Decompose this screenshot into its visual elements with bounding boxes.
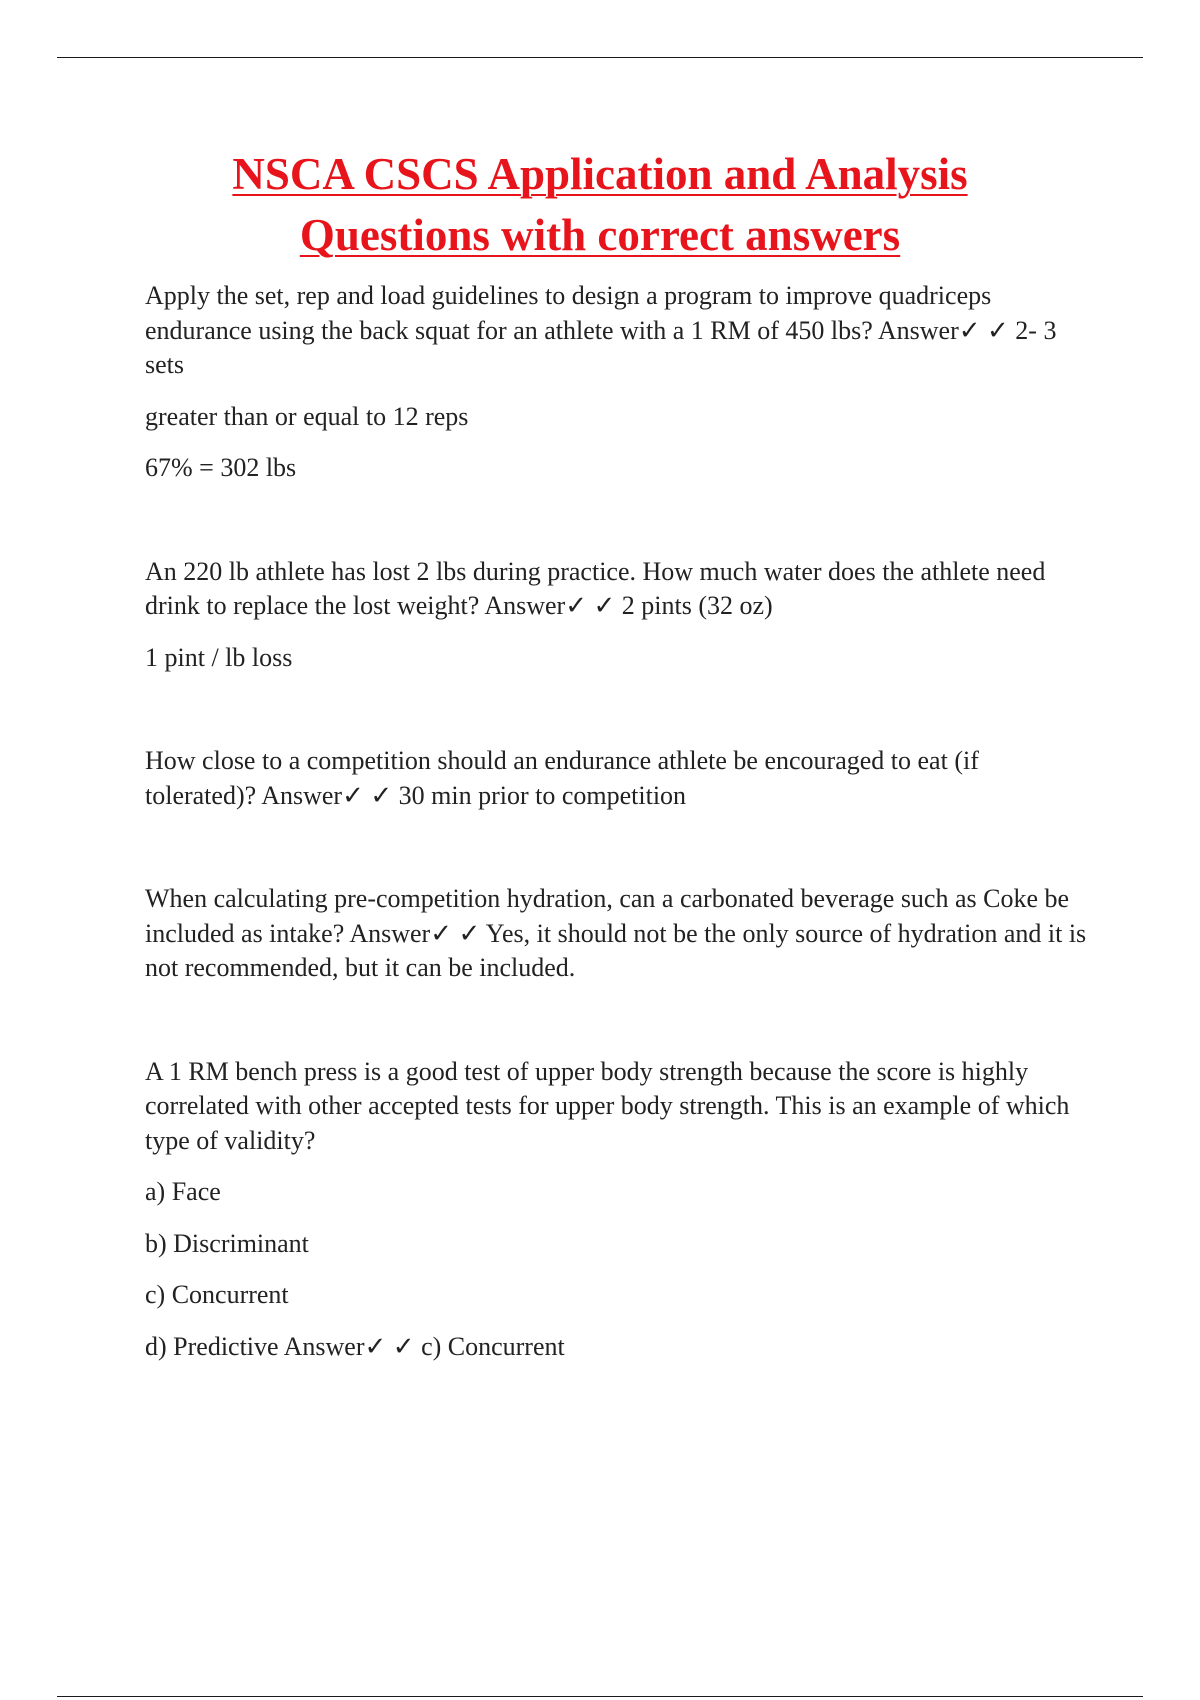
bottom-rule xyxy=(57,1696,1143,1697)
document-body xyxy=(145,279,1095,1364)
question-1: Apply the set, rep and load guidelines to design a program to improve quadriceps endurance using the back squat for an athlete with a 1 RM of 450 lbs? Answer✓ ✓ 2- 3 sets xyxy=(145,281,1057,379)
title-line-1: NSCA CSCS Application and Analysis xyxy=(232,149,968,199)
question-2-detail: 1 pint / lb loss xyxy=(145,642,293,672)
title-line-2: Questions with correct answers xyxy=(299,210,901,260)
question-5-option-c: c) Concurrent xyxy=(145,1280,289,1309)
question-5: A 1 RM bench press is a good test of upper body strength because the score is highly correlated with other accepted tests for upper body strength. This is an example of which type of validity? xyxy=(145,1056,1070,1155)
question-5-option-b: b) Discriminant xyxy=(145,1228,309,1258)
question-5-option-d-answer: d) Predictive Answer✓ ✓ c) Concurrent xyxy=(145,1331,565,1361)
top-rule xyxy=(57,57,1143,58)
document-title xyxy=(0,144,1200,266)
question-4: When calculating pre-competition hydration, can a carbonated beverage such as Coke be included as intake? Answer✓ ✓ Yes, it should not be the only source of hydration and it is not recommended, but it can be included. xyxy=(145,884,1087,982)
question-1-detail-reps: greater than or equal to 12 reps xyxy=(145,401,469,431)
question-5-option-a: a) Face xyxy=(145,1177,221,1206)
question-2: An 220 lb athlete has lost 2 lbs during practice. How much water does the athlete need drink to replace the lost weight? Answer✓ ✓ 2 pints (32 oz) xyxy=(145,556,1046,620)
question-3: How close to a competition should an endurance athlete be encouraged to eat (if tolerated)? Answer✓ ✓ 30 min prior to competition xyxy=(145,746,979,810)
question-1-detail-load: 67% = 302 lbs xyxy=(145,453,297,482)
